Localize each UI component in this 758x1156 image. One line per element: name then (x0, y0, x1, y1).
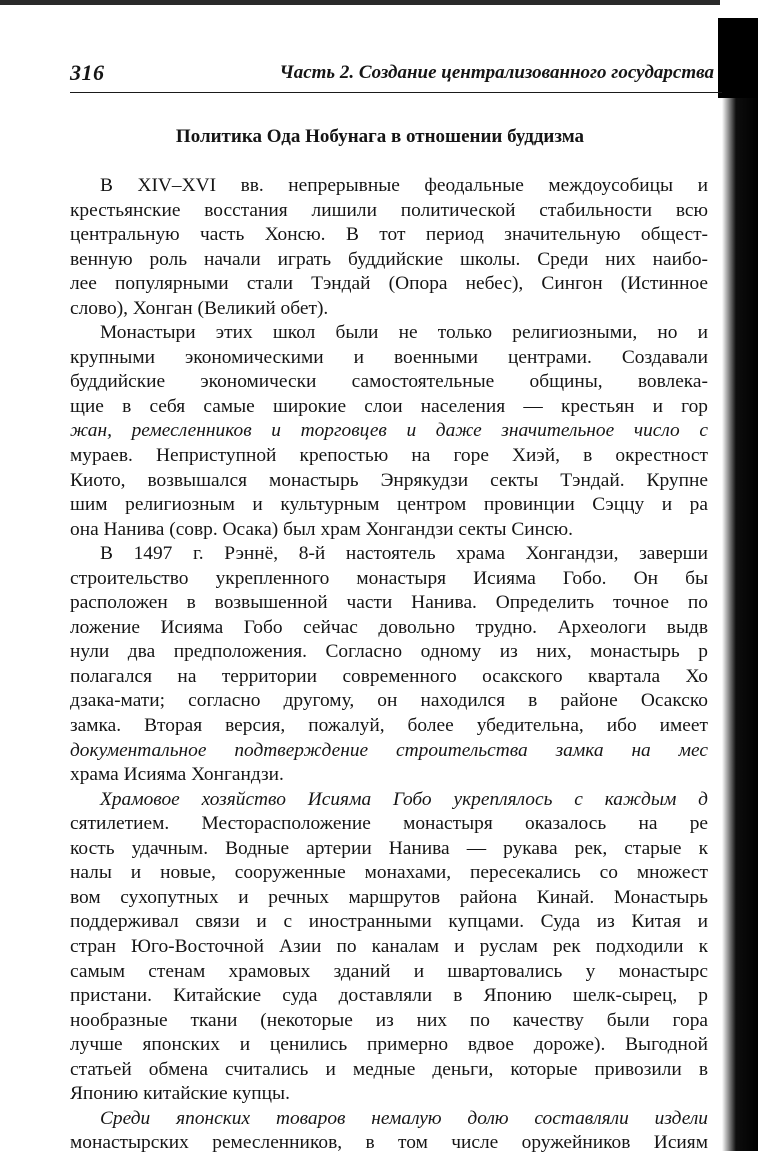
text-line: дзака-мати; согласно другому, он находился в районе Осакско (70, 690, 708, 712)
text-line: лучше японских и ценились примерно вдвое дороже). Выгодной (70, 1034, 708, 1056)
text-line: ложение Исияма Гобо сейчас довольно трудно. Археологи выдв (70, 616, 708, 638)
text-line: Монастыри этих школ были не только религиозными, но и (100, 322, 708, 344)
text-line: самым стенам храмовых зданий и швартовались у монастырс (70, 960, 708, 982)
text-line: мураев. Неприступной крепостью на горе Хиэй, в окрестност (70, 445, 708, 467)
text-line: Киото, возвышался монастырь Энрякудзи секты Тэндай. Крупне (70, 469, 708, 491)
text-line: Японию китайские купцы. (70, 1083, 290, 1105)
text-line: венную роль начали играть буддийские школы. Среди них наибо- (70, 248, 708, 270)
text-line: поддерживал связи и с иностранными купцами. Суда из Китая и (70, 911, 708, 933)
text-line: сятилетием. Месторасположение монастыря оказалось на ре (70, 813, 708, 835)
text-line: налы и новые, сооруженные монахами, пересекались со множест (70, 862, 708, 884)
text-line: кость удачным. Водные артерии Нанива — рукава рек, старые к (70, 837, 708, 859)
text-line: замка. Вторая версия, пожалуй, более убедительна, ибо имеет (70, 715, 708, 737)
text-line: буддийские экономически самостоятельные общины, вовлека- (70, 371, 708, 393)
text-line: Храмовое хозяйство Исияма Гобо укреплялось с каждым д (100, 788, 708, 810)
text-line: крупными экономическими и военными центрами. Создавали (70, 346, 708, 368)
top-border-rule (0, 0, 720, 5)
running-head: Часть 2. Создание централизованного государства (279, 62, 714, 83)
text-line: В XIV–XVI вв. непрерывные феодальные междоусобицы и (100, 175, 708, 196)
scan-shadow-corner (718, 18, 758, 98)
page-number: 316 (70, 60, 105, 85)
paragraph-5 (70, 1107, 708, 1156)
text-line: лее популярными стали Тэндай (Опора небес), Сингон (Истинное (70, 273, 708, 295)
text-line: стран Юго-Восточной Азии по каналам и руслам рек подходили к (70, 935, 708, 957)
text-line: Среди японских товаров немалую долю составляли издели (100, 1107, 708, 1129)
text-line: вом сухопутных и речных маршрутов района Кинай. Монастырь (70, 886, 708, 908)
text-line: центральную часть Хонсю. В тот период значительную общест- (70, 224, 708, 246)
text-line: нули два предположения. Согласно одному из них, монастырь р (70, 641, 708, 663)
text-line: расположен в возвышенной части Нанива. Определить точное по (70, 592, 708, 614)
text-line: щие в себя самые широкие слои населения — крестьян и гор (70, 395, 708, 417)
text-line: нообразные ткани (некоторые из них по качеству были гора (70, 1009, 708, 1031)
text-line: храма Исияма Хонгандзи. (70, 764, 284, 786)
paragraph-2 (70, 321, 708, 542)
text-line: слово), Хонган (Великий обет). (70, 297, 329, 319)
text-line: монастырских ремесленников, в том числе оружейников Исиям (70, 1132, 708, 1154)
text-line: строительство укрепленного монастыря Исияма Гобо. Он бы (70, 567, 708, 589)
page-header (70, 58, 722, 93)
text-line: полагался на территории современного осакского квартала Хо (70, 665, 708, 687)
text-line: пристани. Китайские суда доставляли в Японию шелк-сырец, р (70, 985, 708, 1007)
text-line: она Нанива (совр. Осака) был храм Хонгандзи секты Синсю. (70, 518, 573, 540)
text-line: документальное подтверждение строительства замка на мес (70, 739, 708, 761)
scan-shadow-edge (722, 18, 758, 1151)
text-line: шим религиозным и культурным центром провинции Сэццу и ра (70, 494, 708, 516)
text-line: В 1497 г. Рэннё, 8-й настоятель храма Хонгандзи, заверши (100, 543, 708, 565)
text-body (70, 174, 708, 1156)
text-line: крестьянские восстания лишили политической стабильности всю (70, 199, 708, 221)
paragraph-1 (70, 174, 708, 321)
text-line: статьей обмена считались и медные деньги, которые привозили в (70, 1058, 708, 1080)
paragraph-3 (70, 542, 708, 787)
section-title: Политика Ода Нобунага в отношении буддизма (175, 126, 585, 147)
paragraph-4 (70, 788, 708, 1107)
text-line: жан, ремесленников и торговцев и даже значительное число с (70, 420, 708, 442)
